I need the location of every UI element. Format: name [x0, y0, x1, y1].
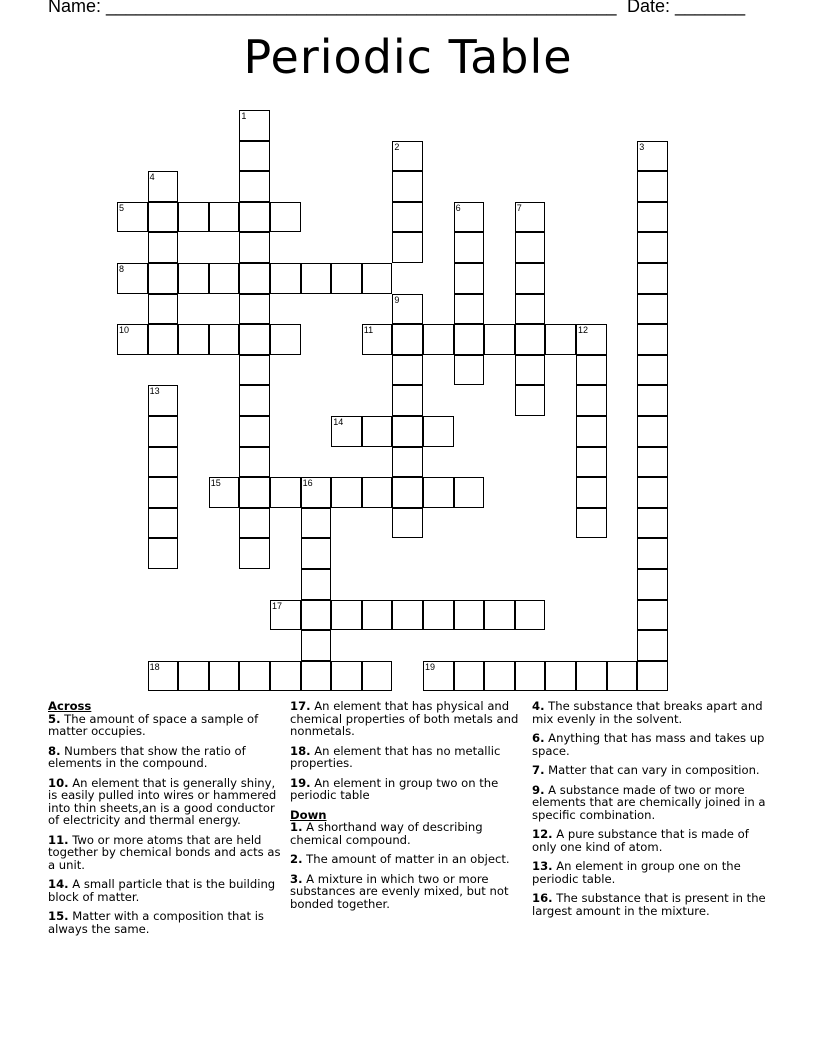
crossword-cell[interactable]: [637, 538, 668, 569]
crossword-cell[interactable]: [423, 661, 454, 692]
crossword-cell[interactable]: [637, 232, 668, 263]
crossword-cell[interactable]: [454, 232, 485, 263]
crossword-cell[interactable]: [331, 600, 362, 631]
crossword-cell[interactable]: [454, 600, 485, 631]
crossword-cell[interactable]: [454, 263, 485, 294]
crossword-cell[interactable]: [637, 385, 668, 416]
crossword-cell[interactable]: [148, 202, 179, 233]
clue-down-12: 12. A pure substance that is made of only one kind of atom.: [532, 827, 749, 854]
crossword-cell[interactable]: [239, 447, 270, 478]
cell-number: 17: [272, 600, 283, 611]
crossword-cell[interactable]: [392, 600, 423, 631]
clue-across-5: 5. The amount of space a sample of matter occupies.: [48, 711, 259, 738]
crossword-cell[interactable]: [148, 508, 179, 539]
crossword-cell[interactable]: [301, 630, 332, 661]
crossword-cell[interactable]: [637, 661, 668, 692]
crossword-cell[interactable]: [637, 355, 668, 386]
cell-number: 8: [119, 264, 125, 274]
clue-down-7: 7. Matter that can vary in composition.: [532, 763, 760, 777]
crossword-cell[interactable]: [301, 263, 332, 294]
date-field[interactable]: Date: _______: [627, 0, 746, 16]
down-heading: Down: [290, 807, 327, 822]
cell-number: 19: [425, 661, 436, 672]
name-field[interactable]: Name: ___________________________________________________: [48, 0, 617, 16]
crossword-cell[interactable]: [637, 263, 668, 294]
crossword-cell[interactable]: [209, 477, 240, 508]
clue-down-9: 9. A substance made of two or more elements that are chemically joined in a specific combination.: [532, 782, 766, 822]
crossword-cell[interactable]: [637, 202, 668, 233]
crossword-cell[interactable]: [178, 324, 209, 355]
crossword-cell[interactable]: [515, 294, 546, 325]
crossword-cell[interactable]: [301, 569, 332, 600]
crossword-cell[interactable]: [607, 661, 638, 692]
crossword-cell[interactable]: [392, 141, 423, 172]
crossword-cell[interactable]: [209, 263, 240, 294]
crossword-cell[interactable]: [331, 416, 362, 447]
crossword-cell[interactable]: [515, 202, 546, 233]
crossword-cell[interactable]: [515, 263, 546, 294]
crossword-cell[interactable]: [515, 355, 546, 386]
crossword-cell[interactable]: [637, 630, 668, 661]
crossword-cell[interactable]: [576, 385, 607, 416]
crossword-cell[interactable]: [239, 202, 270, 233]
cell-number: 13: [149, 386, 160, 397]
crossword-cell[interactable]: [148, 385, 179, 416]
crossword-cell[interactable]: [484, 600, 515, 631]
crossword-cell[interactable]: [331, 661, 362, 692]
crossword-cell[interactable]: [392, 416, 423, 447]
crossword-cell[interactable]: [423, 600, 454, 631]
crossword-cell[interactable]: [270, 324, 301, 355]
crossword-cell[interactable]: [362, 477, 393, 508]
crossword-cell[interactable]: [637, 324, 668, 355]
clue-down-6: 6. Anything that has mass and takes up space.: [532, 731, 765, 758]
crossword-cell[interactable]: [454, 661, 485, 692]
clue-across-15: 15. Matter with a composition that is always the same.: [48, 909, 264, 936]
clue-across-10: 10. An element that is generally shiny, is easily pulled into wires or hammered into thin sheets,an is a good conductor of electricity and thermal energy.: [48, 775, 277, 827]
crossword-cell[interactable]: [148, 661, 179, 692]
crossword-cell[interactable]: [178, 202, 209, 233]
crossword-cell[interactable]: [392, 232, 423, 263]
crossword-cell[interactable]: [148, 416, 179, 447]
crossword-cell[interactable]: [637, 294, 668, 325]
crossword-cell[interactable]: [239, 324, 270, 355]
cell-number: 15: [210, 478, 221, 489]
crossword-cell[interactable]: [515, 324, 546, 355]
crossword-cell[interactable]: [423, 416, 454, 447]
crossword-cell[interactable]: [117, 202, 148, 233]
crossword-cell[interactable]: [454, 202, 485, 233]
cell-number: 16: [302, 478, 313, 489]
crossword-cell[interactable]: [423, 477, 454, 508]
crossword-cell[interactable]: [637, 477, 668, 508]
clue-across-18: 18. An element that has no metallic properties.: [290, 743, 501, 770]
crossword-cell[interactable]: [515, 232, 546, 263]
cell-number: 10: [119, 325, 130, 336]
cell-number: 12: [578, 325, 589, 336]
clue-down-4: 4. The substance that breaks apart and mix evenly in the solvent.: [532, 699, 763, 726]
clue-across-19: 19. An element in group two on the periodic table: [290, 775, 499, 802]
crossword-cell[interactable]: [392, 447, 423, 478]
crossword-cell[interactable]: [423, 324, 454, 355]
crossword-cell[interactable]: [239, 263, 270, 294]
crossword-cell[interactable]: [239, 355, 270, 386]
crossword-cell[interactable]: [301, 477, 332, 508]
crossword-cell[interactable]: [209, 202, 240, 233]
crossword-cell[interactable]: [637, 600, 668, 631]
clue-down-1: 1. A shorthand way of describing chemical compound.: [290, 820, 483, 847]
cell-number: 18: [149, 661, 160, 672]
crossword-cell[interactable]: [454, 477, 485, 508]
crossword-cell[interactable]: [515, 661, 546, 692]
crossword-cell[interactable]: [637, 141, 668, 172]
cell-number: 4: [149, 172, 155, 183]
crossword-cell[interactable]: [362, 416, 393, 447]
clues-column-1: [48, 700, 284, 942]
crossword-cell[interactable]: [148, 171, 179, 202]
crossword-cell[interactable]: [576, 447, 607, 478]
crossword-cell[interactable]: [576, 355, 607, 386]
crossword-cell[interactable]: [484, 661, 515, 692]
cell-number: 2: [394, 141, 400, 152]
crossword-cell[interactable]: [637, 569, 668, 600]
cell-number: 7: [516, 202, 522, 213]
crossword-cell[interactable]: [454, 294, 485, 325]
clue-down-2: 2. The amount of matter in an object.: [290, 852, 510, 866]
crossword-cell[interactable]: [637, 447, 668, 478]
crossword-cell[interactable]: [392, 202, 423, 233]
across-heading: Across: [48, 699, 92, 713]
crossword-cell[interactable]: [392, 385, 423, 416]
cell-number: 9: [394, 294, 400, 305]
crossword-cell[interactable]: [392, 477, 423, 508]
crossword-cell[interactable]: [362, 600, 393, 631]
crossword-cell[interactable]: [239, 538, 270, 569]
crossword-cell[interactable]: [637, 416, 668, 447]
clue-across-17: 17. An element that has physical and chemical properties of both metals and nonmetals.: [290, 699, 519, 738]
crossword-cell[interactable]: [331, 477, 362, 508]
crossword-cell[interactable]: [148, 294, 179, 325]
crossword-cell[interactable]: [392, 294, 423, 325]
crossword-cell[interactable]: [239, 141, 270, 172]
crossword-cell[interactable]: [484, 324, 515, 355]
crossword-cell[interactable]: [239, 477, 270, 508]
cell-number: 14: [333, 417, 344, 427]
crossword-cell[interactable]: [331, 263, 362, 294]
clue-down-16: 16. The substance that is present in the largest amount in the mixture.: [532, 891, 766, 918]
crossword-cell[interactable]: [239, 232, 270, 263]
clue-across-11: 11. Two or more atoms that are held together by chemical bonds and acts as a unit.: [48, 832, 281, 872]
crossword-cell[interactable]: [239, 110, 270, 141]
crossword-cell[interactable]: [148, 538, 179, 569]
crossword-cell[interactable]: [239, 385, 270, 416]
crossword-cell[interactable]: [239, 294, 270, 325]
crossword-cell[interactable]: [148, 477, 179, 508]
crossword-cell[interactable]: [301, 661, 332, 692]
crossword-cell[interactable]: [454, 324, 485, 355]
crossword-cell[interactable]: [148, 447, 179, 478]
crossword-cell[interactable]: [301, 600, 332, 631]
cell-number: 5: [119, 202, 125, 213]
crossword-cell[interactable]: [362, 324, 393, 355]
crossword-cell[interactable]: [301, 508, 332, 539]
crossword-cell[interactable]: [362, 661, 393, 692]
crossword-cell[interactable]: [576, 508, 607, 539]
crossword-cell[interactable]: [270, 477, 301, 508]
crossword-cell[interactable]: [209, 661, 240, 692]
cell-number: 11: [363, 325, 374, 336]
crossword-cell[interactable]: [148, 324, 179, 355]
crossword-cell[interactable]: [545, 324, 576, 355]
clue-across-14: 14. A small particle that is the building block of matter.: [48, 877, 276, 904]
crossword-cell[interactable]: [392, 508, 423, 539]
page-title: Periodic Table: [243, 30, 573, 84]
crossword-cell[interactable]: [515, 385, 546, 416]
crossword-cell[interactable]: [637, 171, 668, 202]
crossword-cell[interactable]: [576, 324, 607, 355]
cell-number: 1: [241, 111, 247, 121]
crossword-cell[interactable]: [270, 263, 301, 294]
crossword-cell[interactable]: [576, 477, 607, 508]
crossword-cell[interactable]: [454, 355, 485, 386]
crossword-cell[interactable]: [270, 661, 301, 692]
crossword-cell[interactable]: [301, 538, 332, 569]
crossword-cell[interactable]: [270, 202, 301, 233]
clues-column-2: [290, 700, 526, 917]
crossword-cell[interactable]: [392, 355, 423, 386]
crossword-cell[interactable]: [239, 508, 270, 539]
crossword-cell[interactable]: [117, 324, 148, 355]
crossword-cell[interactable]: [576, 661, 607, 692]
crossword-cell[interactable]: [392, 324, 423, 355]
crossword-cell[interactable]: [637, 508, 668, 539]
crossword-cell[interactable]: [392, 171, 423, 202]
crossword-cell[interactable]: [239, 661, 270, 692]
clues-column-3: [532, 700, 772, 924]
clue-across-8: 8. Numbers that show the ratio of elements in the compound.: [48, 743, 246, 770]
cell-number: 6: [455, 202, 461, 213]
clue-down-13: 13. An element in group one on the periodic table.: [532, 859, 741, 886]
crossword-cell[interactable]: [178, 263, 209, 294]
crossword-cell[interactable]: [148, 263, 179, 294]
crossword-cell[interactable]: [270, 600, 301, 631]
crossword-cell[interactable]: [545, 661, 576, 692]
clue-down-3: 3. A mixture in which two or more substances are evenly mixed, but not bonded together.: [290, 871, 509, 911]
crossword-cell[interactable]: [117, 263, 148, 294]
crossword-cell[interactable]: [362, 263, 393, 294]
cell-number: 3: [639, 141, 645, 152]
crossword-cell[interactable]: [178, 661, 209, 692]
crossword-cell[interactable]: [239, 416, 270, 447]
crossword-cell[interactable]: [148, 232, 179, 263]
crossword-cell[interactable]: [576, 416, 607, 447]
crossword-cell[interactable]: [515, 600, 546, 631]
crossword-cell[interactable]: [209, 324, 240, 355]
crossword-cell[interactable]: [239, 171, 270, 202]
